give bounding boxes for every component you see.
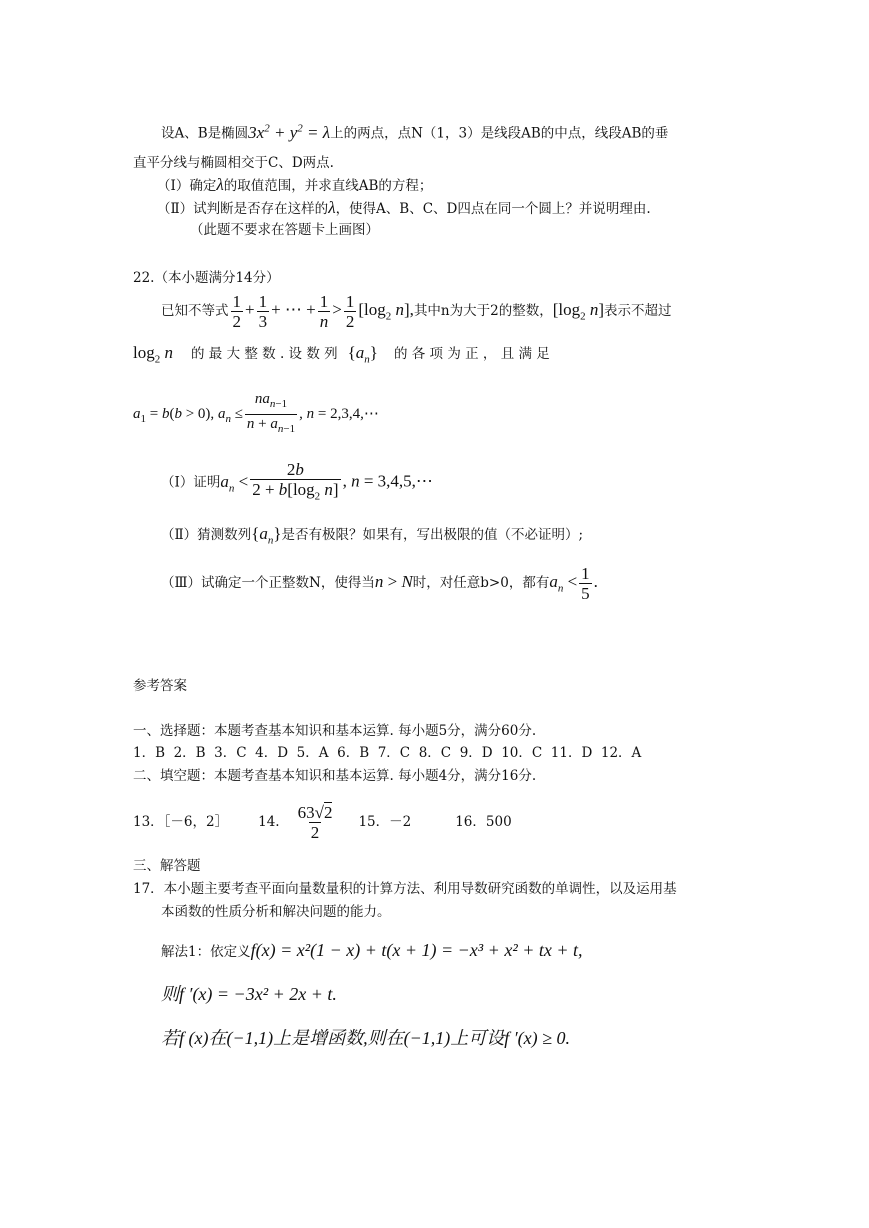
q22-part1: （Ⅰ）证明$a_n$ < $\frac{2b}{2 + b[\log_2 n]}$ , n = 3,4,5,⋯ bbox=[161, 460, 433, 508]
sequence-an: $\{a_n\}$ bbox=[347, 343, 378, 366]
fraction-one-half: $\frac{1}{2}$ bbox=[232, 292, 241, 331]
q22-line2-text: 的 最 大 整 数 . 设 数 列 bbox=[190, 346, 338, 362]
fraction-one-third: $\frac{1}{3}$ bbox=[258, 292, 268, 331]
answers-section2-heading: 二、填空题：本题考查基本知识和基本运算. 每小题4分，满分16分. bbox=[133, 768, 537, 784]
q22-line2 bbox=[133, 344, 550, 368]
q21-ellipse-equation: $3x^2 + y^2 = \lambda$ bbox=[248, 122, 331, 142]
q22-part2: （Ⅱ）猜测数列$\{a_n\}$是否有极限？如果有，写出极限的值（不必证明）; bbox=[161, 524, 584, 547]
answers-title: 参考答案 bbox=[133, 678, 187, 694]
q21-part2-text: ，使得A、B、C、D四点在同一个圆上？并说明理由. bbox=[335, 201, 651, 217]
q22-part3: （Ⅲ）试确定一个正整数N，使得当n > N时，对任意b>0，都有$a_n$ < $\frac{1}{5}$ . bbox=[161, 564, 598, 603]
q22-line1-mid: 其中n为大于2的整数， bbox=[413, 303, 553, 319]
q22-part3-mid: 时，对任意b>0，都有 bbox=[412, 575, 550, 591]
q22-line1-before: 已知不等式 bbox=[161, 303, 229, 319]
part1-bound-fraction: $\frac{2b}{2 + b[\log_2 n]}$ bbox=[250, 460, 340, 506]
solution-equation-2: 则f ′(x) = −3x² + 2x + t. bbox=[161, 984, 337, 1004]
q22-recurrence: $a_1 = b(b > 0)$, $a_n$ ≤ $\frac{na_{n-1}}{n + a_{n-1}}$ , n = 2,3,4,⋯ bbox=[133, 390, 379, 439]
q21-part2 bbox=[157, 199, 651, 218]
answers-section3-heading: 三、解答题 bbox=[133, 858, 201, 874]
q22-part3-label: （Ⅲ）试确定一个正整数N，使得当 bbox=[161, 575, 375, 591]
answers-section1-heading: 一、选择题：本题考查基本知识和基本运算. 每小题5分，满分60分. bbox=[133, 723, 537, 739]
lambda-symbol: λ bbox=[328, 198, 336, 217]
answer-14-fraction: $\frac{63√2}{2}$ bbox=[297, 803, 333, 842]
q21-part1-label: （Ⅰ）确定 bbox=[157, 178, 217, 194]
fraction-one-over-n: $\frac{1}{n}$ bbox=[319, 292, 329, 331]
log2n-expression: $\log_2 n$ bbox=[133, 343, 173, 366]
q21-part1 bbox=[157, 176, 432, 195]
q22-header: 22.（本小题满分14分） bbox=[133, 270, 280, 286]
q22-part2-label: （Ⅱ）猜测数列 bbox=[161, 527, 252, 543]
q22-line1: 已知不等式 $\frac{1}{2}$ + $\frac{1}{3}$ + ⋯ + $\frac{1}{n}$ > $\frac{1}{2}$ [$\log_2$ n],其中n为大于2的整数，[$\log_2$ n]表示不超过 bbox=[161, 292, 672, 331]
q22-line2-end: 的 各 项 为 正 ， 且 满 足 bbox=[393, 346, 550, 362]
q22-part2-text: 是否有极限？如果有，写出极限的值（不必证明）; bbox=[281, 527, 584, 543]
answers-choices: 1．B 2．B 3．C 4．D 5．A 6．B 7．C 8．C 9．D 10．C 11．D 12．A bbox=[133, 745, 642, 761]
solution-label: 解法1：依定义 bbox=[161, 944, 251, 960]
q21-part2-label: （Ⅱ）试判断是否存在这样的 bbox=[157, 201, 329, 217]
q17-solution-line1 bbox=[161, 938, 583, 964]
answer-15: 15．－2 bbox=[358, 814, 412, 830]
q17-description-line2: 本函数的性质分析和解决问题的能力。 bbox=[161, 904, 391, 920]
q21-intro-line1 bbox=[161, 119, 668, 143]
answer-13: 13．［－6，2］ bbox=[133, 814, 229, 830]
recurrence-fraction: $\frac{na_{n-1}}{n + a_{n-1}}$ bbox=[245, 390, 297, 439]
q21-note: （此题不要求在答题卡上画图） bbox=[190, 222, 379, 238]
q21-part1-text: 的取值范围，并求直线AB的方程； bbox=[223, 178, 433, 194]
lambda-symbol: λ bbox=[216, 175, 224, 194]
answer-16: 16．500 bbox=[455, 814, 512, 830]
solution-equation-1: f(x) = x²(1 − x) + t(x + 1) = −x³ + x² + tx + t, bbox=[250, 940, 583, 960]
solution-equation-3: 若f (x)在(−1,1)上是增函数,则在(−1,1)上可设f ′(x) ≥ 0. bbox=[161, 1028, 571, 1048]
q17-description-line1: 17．本小题主要考查平面向量数量积的计算方法、利用导数研究函数的单调性，以及运用基 bbox=[133, 881, 677, 897]
q21-intro-before: 设A、B是椭圆 bbox=[161, 125, 249, 142]
q21-intro-line2: 直平分线与椭圆相交于C、D两点. bbox=[133, 155, 334, 171]
answers-fill-row bbox=[133, 798, 512, 846]
q22-part1-label: （Ⅰ）证明 bbox=[161, 474, 221, 491]
answer-14-label: 14. bbox=[258, 814, 280, 830]
fraction-one-half-b: $\frac{1}{2}$ bbox=[345, 292, 355, 331]
q22-line1-end: 表示不超过 bbox=[604, 303, 672, 319]
fraction-one-fifth: $\frac{1}{5}$ bbox=[581, 564, 590, 603]
q21-intro-after: 上的两点，点N（1，3）是线段AB的中点，线段AB的垂 bbox=[330, 125, 669, 142]
